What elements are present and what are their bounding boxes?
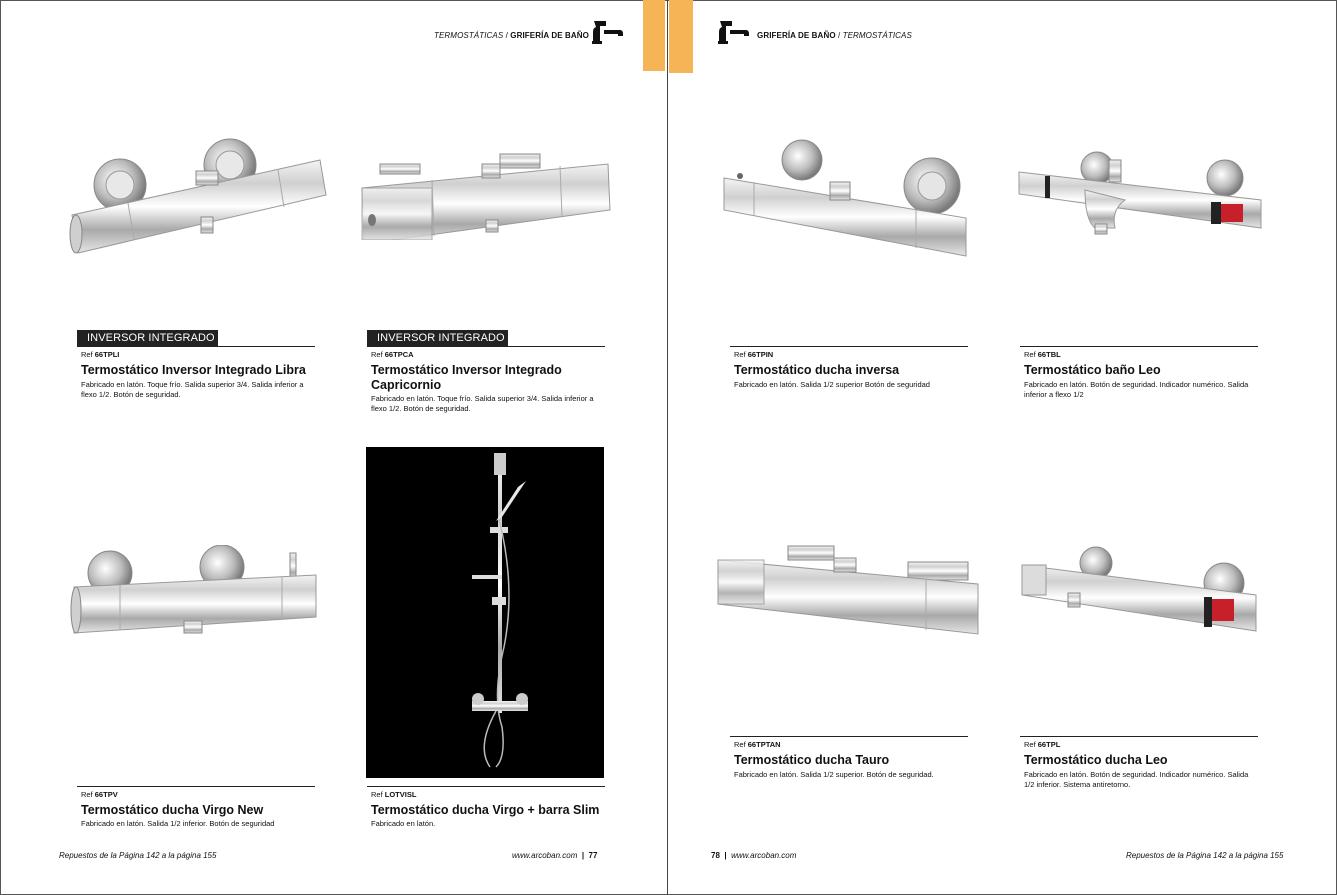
ref-label: Ref <box>81 790 93 799</box>
product-title: Termostático Inversor Integrado Libra <box>81 363 306 377</box>
ref-code: 66TPCA <box>384 350 414 359</box>
product-ref <box>371 350 414 359</box>
product-title: Termostático baño Leo <box>1024 363 1161 377</box>
product-image-ducha-leo <box>1018 545 1260 637</box>
ref-label: Ref <box>371 350 383 359</box>
product-description: Fabricado en latón. <box>371 819 436 828</box>
ref-label: Ref <box>371 790 383 799</box>
divider-rule <box>367 786 605 787</box>
faucet-icon <box>716 18 750 44</box>
divider-rule <box>77 786 315 787</box>
ref-label: Ref <box>1024 740 1036 749</box>
left-header-separator: / <box>503 31 511 40</box>
product-title: Termostático ducha Virgo New <box>81 803 264 817</box>
product-description: Fabricado en latón. Salida 1/2 superior. Botón de seguridad. <box>734 770 934 779</box>
ref-code: 66TPV <box>94 790 118 799</box>
product-description: Fabricado en latón. Toque frío. Salida superior 3/4. Salida inferior a flexo 1/2. Botón de seguridad. <box>81 380 304 399</box>
product-ref <box>734 740 781 749</box>
divider-rule <box>77 346 315 347</box>
product-title: Termostático ducha Tauro <box>734 753 890 767</box>
section-tab-left <box>643 0 665 71</box>
product-image-ducha-inversa <box>720 138 972 260</box>
product-ref <box>81 790 118 799</box>
product-ref <box>1024 350 1061 359</box>
right-header <box>757 31 912 40</box>
website-link[interactable]: www.arcoban.com <box>731 851 797 860</box>
product-title: Termostático ducha Virgo + barra Slim <box>371 803 600 817</box>
ref-code: 66TBL <box>1037 350 1061 359</box>
divider-rule <box>367 346 605 347</box>
divider-rule <box>730 736 968 737</box>
footer-separator: | <box>724 851 727 860</box>
product-title: Termostático ducha inversa <box>734 363 900 377</box>
right-footer-note: Repuestos de la Página 142 a la página 155 <box>1126 851 1284 860</box>
product-image-tauro <box>716 540 982 638</box>
product-image-bano-leo <box>1015 150 1265 238</box>
left-header-section-bold: GRIFERÍA DE BAÑO <box>510 31 589 40</box>
ref-code: 66TPIN <box>747 350 774 359</box>
book-spine <box>667 0 668 895</box>
ref-code: 66TPTAN <box>747 740 781 749</box>
ref-label: Ref <box>734 740 746 749</box>
website-link[interactable]: www.arcoban.com <box>512 851 578 860</box>
ref-label: Ref <box>734 350 746 359</box>
product-description: Fabricado en latón. Toque frío. Salida superior 3/4. Salida inferior a flexo 1/2. Botón de seguridad. <box>371 394 594 413</box>
product-title: Termostático ducha Leo <box>1024 753 1168 767</box>
product-title: Termostático Inversor Integrado Capricornio <box>371 363 562 392</box>
section-tab-right <box>669 0 693 73</box>
ref-code: 66TPLI <box>94 350 120 359</box>
product-description: Fabricado en latón. Botón de seguridad. Indicador numérico. Salida 1/2 inferior. Sistema antiretorno. <box>1024 770 1249 789</box>
ref-label: Ref <box>1024 350 1036 359</box>
divider-rule <box>1020 736 1258 737</box>
badge-inversor-integrado: INVERSOR INTEGRADO <box>367 330 508 346</box>
left-header <box>434 31 589 40</box>
divider-rule <box>730 346 968 347</box>
product-ref <box>1024 740 1060 749</box>
ref-code: LOTVISL <box>384 790 417 799</box>
page-number: 77 <box>588 851 598 860</box>
left-header-section-italic: TERMOSTÁTICAS <box>434 31 504 40</box>
badge-inversor-integrado: INVERSOR INTEGRADO <box>77 330 218 346</box>
product-image-virgo-barra-slim <box>366 447 604 778</box>
ref-label: Ref <box>81 350 93 359</box>
product-image-capricornio <box>360 150 615 240</box>
product-image-libra <box>68 135 330 260</box>
product-description: Fabricado en latón. Botón de seguridad. Indicador numérico. Salida inferior a flexo 1/2 <box>1024 380 1249 399</box>
ref-code: 66TPL <box>1037 740 1061 749</box>
product-ref <box>81 350 119 359</box>
right-header-section-bold: GRIFERÍA DE BAÑO <box>757 31 836 40</box>
faucet-icon <box>590 18 624 44</box>
divider-rule <box>1020 346 1258 347</box>
footer-separator: | <box>581 851 585 860</box>
left-footer-note: Repuestos de la Página 142 a la página 155 <box>59 851 217 860</box>
product-image-virgo-new <box>70 545 320 637</box>
right-header-separator: / <box>835 31 843 40</box>
product-ref <box>371 790 416 799</box>
right-header-section-italic: TERMOSTÁTICAS <box>842 31 912 40</box>
left-footer-page <box>512 851 597 860</box>
page-number: 78 <box>711 851 720 860</box>
product-description: Fabricado en latón. Salida 1/2 superior Botón de seguridad <box>734 380 930 389</box>
product-description: Fabricado en latón. Salida 1/2 inferior. Botón de seguridad <box>81 819 275 828</box>
right-footer-page <box>711 851 796 860</box>
product-ref <box>734 350 773 359</box>
